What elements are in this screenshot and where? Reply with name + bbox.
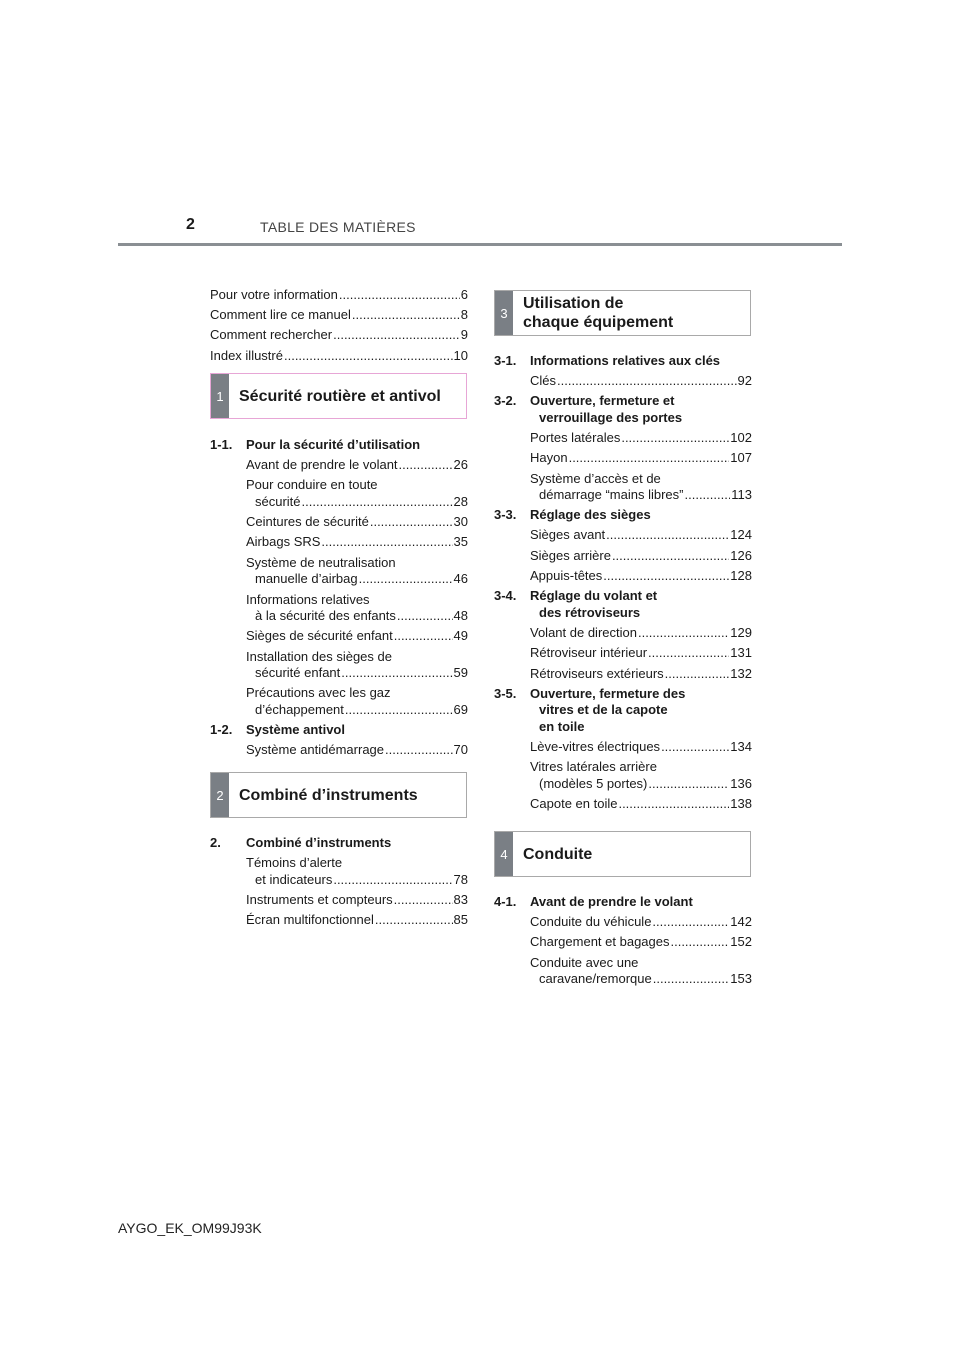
toc-entry[interactable]: Informations relatives à la sécurité des enfants ..... 48 <box>210 592 468 625</box>
chapter-tab-4[interactable] <box>494 831 751 877</box>
chapter-number: 3 <box>495 291 513 335</box>
toc-entry[interactable]: Portes latérales ..... 102 <box>494 430 752 447</box>
section-heading[interactable]: 4-1. Avant de prendre le volant <box>494 894 693 909</box>
document-code: AYGO_EK_OM99J93K <box>118 1220 262 1236</box>
section-heading[interactable]: 1-1. Pour la sécurité d’utilisation <box>210 437 421 452</box>
chapter-number: 2 <box>211 773 229 817</box>
toc-entry[interactable]: Vitres latérales arrière (modèles 5 portes) ..... 136 <box>494 759 752 792</box>
toc-entry[interactable]: Sièges arrière ..... 126 <box>494 548 752 565</box>
toc-entry[interactable]: Volant de direction ..... 129 <box>494 625 752 642</box>
toc-entry[interactable]: Capote en toile ..... 138 <box>494 796 752 813</box>
toc-entry[interactable]: Airbags SRS ..... 35 <box>210 534 468 551</box>
chapter-3-list <box>494 353 752 816</box>
toc-entry[interactable]: Conduite avec une caravane/remorque ..... 153 <box>494 955 752 988</box>
chapter-title: Conduite <box>523 845 593 863</box>
toc-entry[interactable]: Précautions avec les gaz d’échappement ..... 69 <box>210 685 468 718</box>
toc-entry[interactable]: Ceintures de sécurité ..... 30 <box>210 514 468 531</box>
toc-entry[interactable]: Témoins d’alerte et indicateurs ..... 78 <box>210 855 468 888</box>
chapter-tab-1[interactable] <box>210 373 467 419</box>
chapter-number: 1 <box>211 374 229 418</box>
toc-entry[interactable]: Système d’accès et de démarrage “mains libres” ..... 113 <box>494 471 752 504</box>
toc-entry[interactable]: Comment lire ce manuel ..... 8 <box>210 307 468 324</box>
toc-entry[interactable]: Rétroviseurs extérieurs ..... 132 <box>494 666 752 683</box>
toc-entry[interactable]: Système antidémarrage ..... 70 <box>210 742 468 759</box>
toc-entry[interactable]: Avant de prendre le volant ..... 26 <box>210 457 468 474</box>
toc-entry[interactable]: Lève-vitres électriques ..... 134 <box>494 739 752 756</box>
section-heading[interactable]: 2. Combiné d’instruments <box>210 835 392 850</box>
chapter-2-list <box>210 835 468 932</box>
section-heading[interactable]: 3-3. Réglage des sièges <box>494 507 651 523</box>
section-heading[interactable]: 3-5. Ouverture, fermeture des vitres et de la capote en toile <box>494 685 686 734</box>
toc-entry[interactable]: Système de neutralisation manuelle d’airbag ..... 46 <box>210 555 468 588</box>
chapter-tab-2[interactable] <box>210 772 467 818</box>
toc-entry[interactable]: Écran multifonctionnel ..... 85 <box>210 912 468 929</box>
intro-list <box>210 287 468 368</box>
chapter-title: Utilisation de chaque équipement <box>523 295 674 331</box>
toc-entry[interactable]: Pour conduire en toute sécurité ..... 28 <box>210 477 468 510</box>
toc-entry[interactable]: Sièges avant ..... 124 <box>494 527 752 544</box>
toc-entry[interactable]: Appuis-têtes ..... 128 <box>494 568 752 585</box>
section-heading[interactable]: 3-1. Informations relatives aux clés <box>494 353 721 368</box>
toc-entry[interactable]: Installation des sièges de sécurité enfant ..... 59 <box>210 649 468 682</box>
toc-entry[interactable]: Hayon ..... 107 <box>494 450 752 467</box>
toc-entry[interactable]: Rétroviseur intérieur ..... 131 <box>494 645 752 662</box>
toc-entry[interactable]: Clés ..... 92 <box>494 373 752 390</box>
toc-entry[interactable]: Instruments et compteurs ..... 83 <box>210 892 468 909</box>
chapter-tab-3[interactable] <box>494 290 751 336</box>
chapter-4-list <box>494 894 752 991</box>
toc-entry[interactable]: Sièges de sécurité enfant ..... 49 <box>210 628 468 645</box>
chapter-title: Sécurité routière et antivol <box>239 387 441 405</box>
toc-entry[interactable]: Index illustré ..... 10 <box>210 348 468 365</box>
header-rule <box>118 243 842 246</box>
chapter-1-list <box>210 437 468 763</box>
chapter-number: 4 <box>495 832 513 876</box>
toc-entry[interactable]: Pour votre information ..... 6 <box>210 287 468 304</box>
section-heading[interactable]: 3-4. Réglage du volant et des rétroviseurs <box>494 588 658 620</box>
chapter-title: Combiné d’instruments <box>239 786 418 804</box>
page-title: TABLE DES MATIÈRES <box>260 219 416 235</box>
page-number: 2 <box>186 216 195 233</box>
section-heading[interactable]: 1-2. Système antivol <box>210 722 345 738</box>
toc-entry[interactable]: Comment rechercher ..... 9 <box>210 327 468 344</box>
section-heading[interactable]: 3-2. Ouverture, fermeture et verrouillage des portes <box>494 393 683 425</box>
toc-entry[interactable]: Chargement et bagages ..... 152 <box>494 934 752 951</box>
toc-entry[interactable]: Conduite du véhicule ..... 142 <box>494 914 752 931</box>
